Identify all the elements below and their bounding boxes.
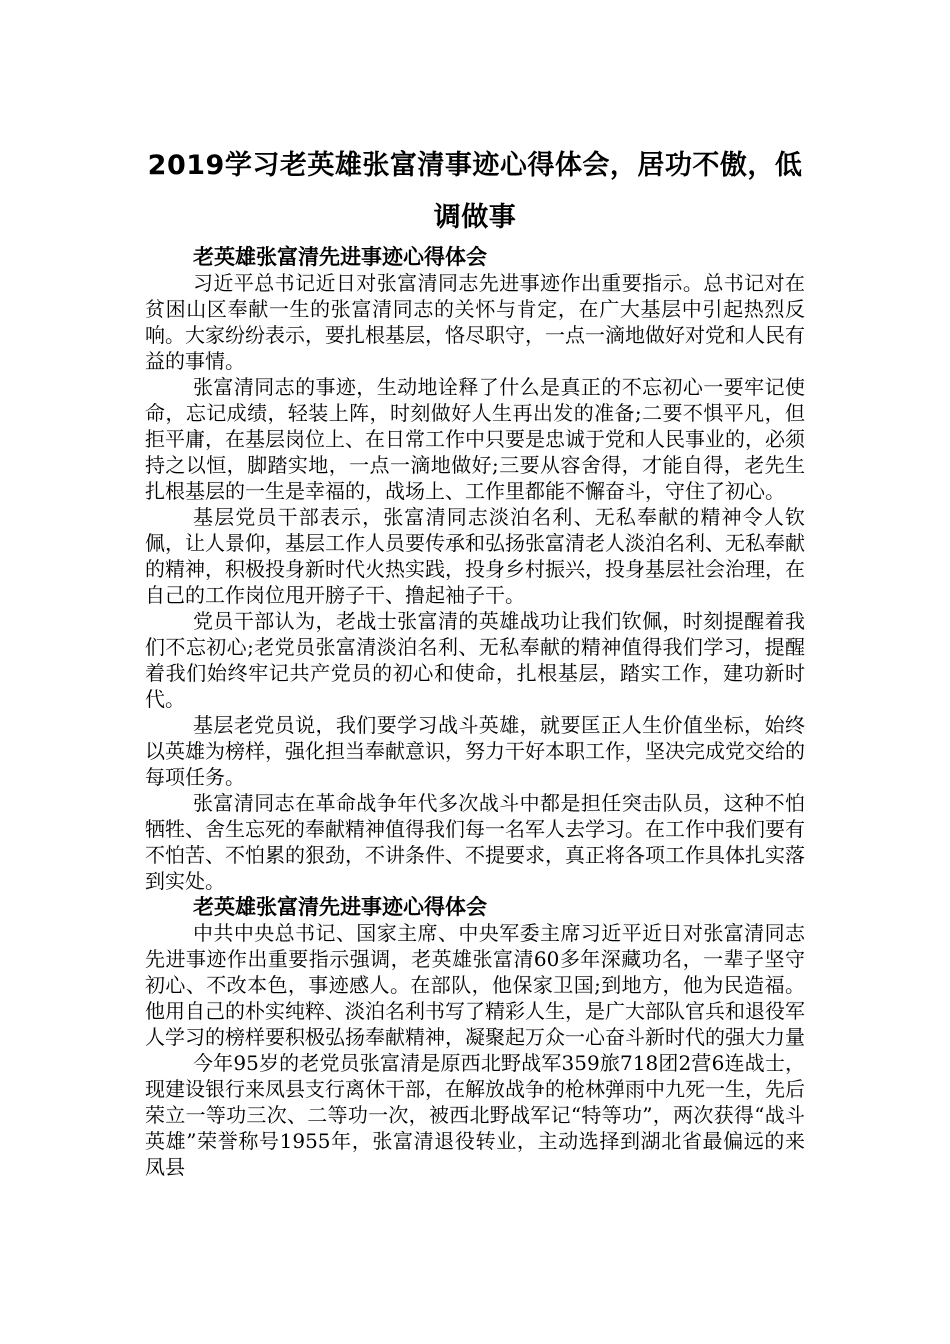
paragraph: 张富清同志在革命战争年代多次战斗中都是担任突击队员，这种不怕牺牲、舍生忘死的奉献精神值得我们每一名军人去学习。在工作中我们要有不怕苦、不怕累的狠劲，不讲条件、不提要求，真正将各项工作具体扎实落到实处。	[145, 791, 805, 893]
section-1	[145, 244, 805, 894]
document-page	[145, 140, 805, 1180]
section-heading: 老英雄张富清先进事迹心得体会	[193, 895, 487, 919]
paragraph: 今年95岁的老党员张富清是原西北野战军359旅718团2营6连战士，现建设银行来凤县支行离休干部，在解放战争的枪林弹雨中九死一生，先后荣立一等功三次、二等功一次，被西北野战军记“特等功”，两次获得“战斗英雄”荣誉称号1955年，张富清退役转业，主动选择到湖北省最偏远的来凤县	[145, 1051, 805, 1179]
paragraph: 基层老党员说，我们要学习战斗英雄，就要匡正人生价值坐标，始终以英雄为榜样，强化担当奉献意识，努力干好本职工作，坚决完成党交给的每项任务。	[145, 713, 805, 789]
paragraph: 习近平总书记近日对张富清同志先进事迹作出重要指示。总书记对在贫困山区奉献一生的张富清同志的关怀与肯定，在广大基层中引起热烈反响。大家纷纷表示，要扎根基层，恪尽职守，一点一滴地做好对党和人民有益的事情。	[145, 271, 805, 373]
section-2	[145, 894, 805, 1180]
paragraph: 基层党员干部表示，张富清同志淡泊名利、无私奉献的精神令人钦佩，让人景仰，基层工作人员要传承和弘扬张富清老人淡泊名利、无私奉献的精神，积极投身新时代火热实践，投身乡村振兴，投身基层社会治理，在自己的工作岗位甩开膀子干、撸起袖子干。	[145, 505, 805, 607]
paragraph: 党员干部认为，老战士张富清的英雄战功让我们钦佩，时刻提醒着我们不忘初心;老党员张富清淡泊名利、无私奉献的精神值得我们学习，提醒着我们始终牢记共产党员的初心和使命，扎根基层，踏实工作，建功新时代。	[145, 609, 805, 711]
section-heading: 老英雄张富清先进事迹心得体会	[193, 245, 487, 269]
paragraph: 中共中央总书记、国家主席、中央军委主席习近平近日对张富清同志先进事迹作出重要指示强调，老英雄张富清60多年深藏功名，一辈子坚守初心、不改本色，事迹感人。在部队，他保家卫国;到地方，他为民造福。他用自己的朴实纯粹、淡泊名利书写了精彩人生，是广大部队官兵和退役军人学习的榜样要积极弘扬奉献精神，凝聚起万众一心奋斗新时代的强大力量	[145, 921, 805, 1049]
document-title: 2019学习老英雄张富清事迹心得体会，居功不傲，低调做事	[147, 150, 803, 233]
paragraph: 张富清同志的事迹，生动地诠释了什么是真正的不忘初心一要牢记使命，忘记成绩，轻装上阵，时刻做好人生再出发的准备;二要不惧平凡，但拒平庸，在基层岗位上、在日常工作中只要是忠诚于党和人民事业的，必须持之以恒，脚踏实地，一点一滴地做好;三要从容舍得，才能自得，老先生扎根基层的一生是幸福的，战场上、工作里都能不懈奋斗，守住了初心。	[145, 375, 805, 503]
